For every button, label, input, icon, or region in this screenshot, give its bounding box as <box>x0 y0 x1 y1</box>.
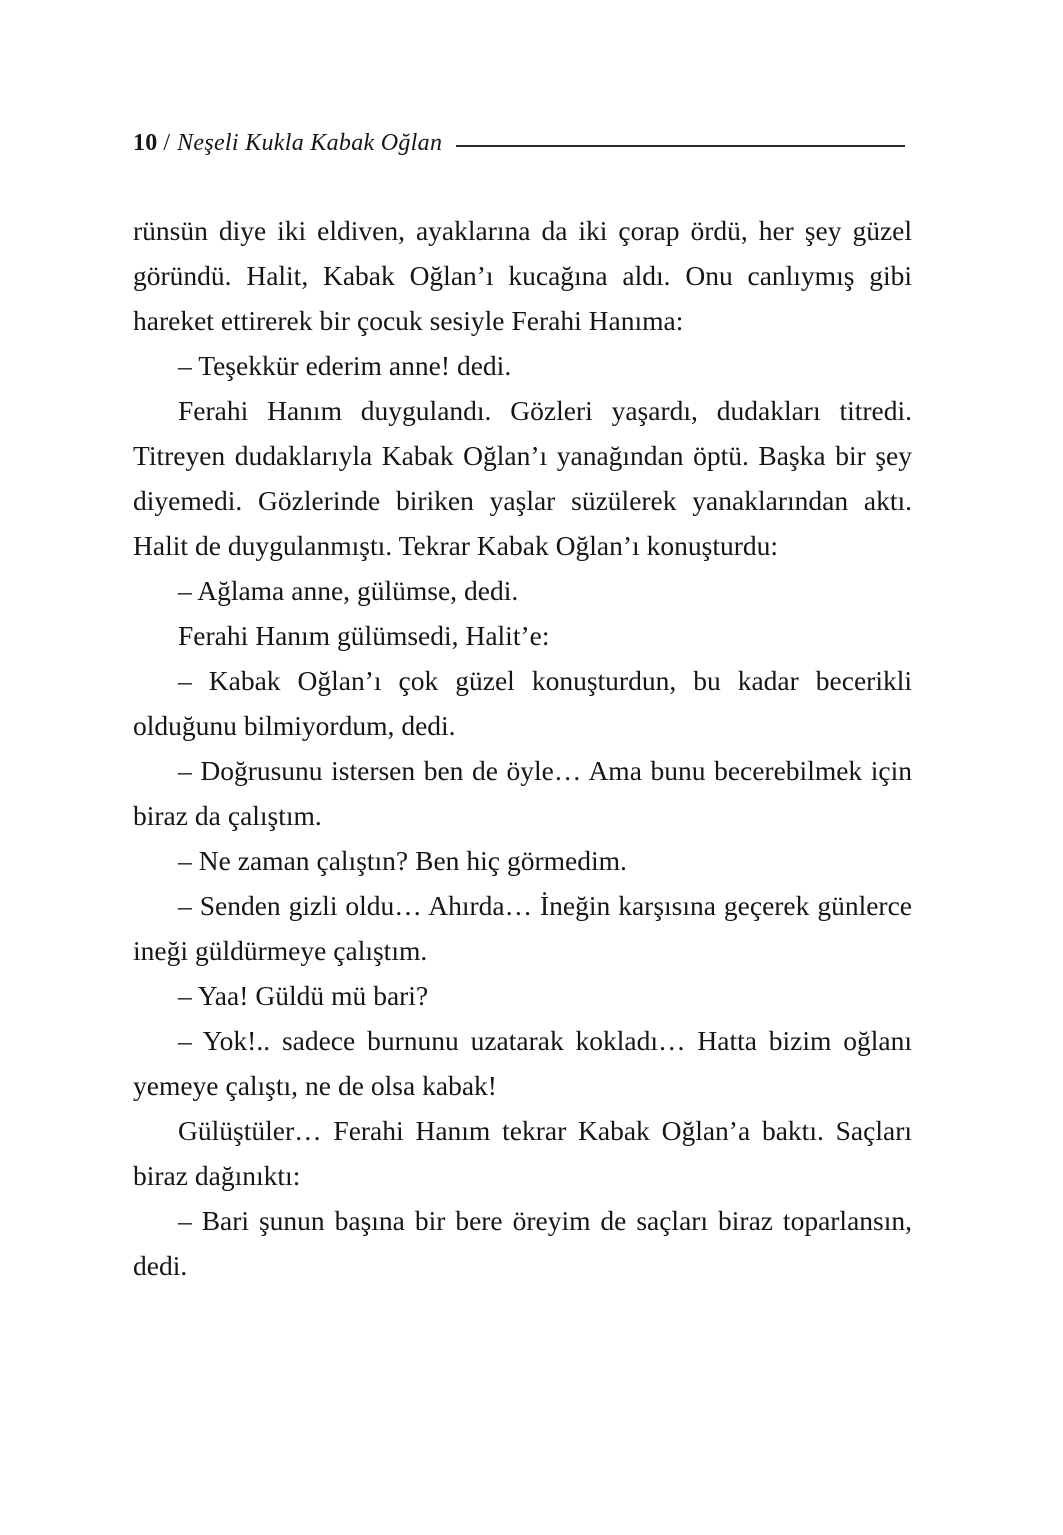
running-header <box>133 126 905 160</box>
book-title: Neşeli Kukla Kabak Oğlan <box>177 130 443 156</box>
dialogue-paragraph: – Teşekkür ederim anne! dedi. <box>178 350 512 381</box>
dialogue-paragraph: – Kabak Oğlan’ı çok güzel konuşturdun, bu kadar becerikli olduğunu bilmiyordum, dedi. <box>133 665 912 741</box>
page-number: 10 <box>133 130 158 156</box>
dialogue-paragraph: – Ne zaman çalıştın? Ben hiç görmedim. <box>178 845 627 876</box>
header-separator: / <box>163 130 171 156</box>
body-text <box>133 208 912 1288</box>
narrative-paragraph: Gülüştüler… Ferahi Hanım tekrar Kabak Oğlan’a baktı. Saçları biraz dağınıktı: <box>133 1115 912 1191</box>
dialogue-paragraph: – Ağlama anne, gülümse, dedi. <box>178 575 519 606</box>
dialogue-paragraph: – Yaa! Güldü mü bari? <box>178 980 429 1011</box>
dialogue-paragraph: – Yok!.. sadece burnunu uzatarak kokladı… Hatta bizim oğlanı yemeye çalıştı, ne de olsa kabak! <box>133 1025 912 1101</box>
narrative-paragraph: Ferahi Hanım gülümsedi, Halit’e: <box>178 620 550 651</box>
dialogue-paragraph: – Bari şunun başına bir bere öreyim de saçları biraz toparlansın, dedi. <box>133 1205 912 1281</box>
header-rule <box>456 145 905 147</box>
dialogue-paragraph: – Senden gizli oldu… Ahırda… İneğin karşısına geçerek günlerce ineği güldürmeye çalıştım. <box>133 890 912 966</box>
narrative-paragraph: Ferahi Hanım duygulandı. Gözleri yaşardı, dudakları titredi. Titreyen dudaklarıyla Kabak Oğlan’ı yanağından öptü. Başka bir şey diyemedi. Gözlerinde biriken yaşlar süzülerek yanaklarından aktı. Halit de duygulanmıştı. Tekrar Kabak Oğlan’ı konuşturdu: <box>133 395 912 561</box>
narrative-paragraph: rünsün diye iki eldiven, ayaklarına da iki çorap ördü, her şey güzel göründü. Halit, Kabak Oğlan’ı kucağına aldı. Onu canlıymış gibi hareket ettirerek bir çocuk sesiyle Ferahi Hanıma: <box>133 215 912 336</box>
dialogue-paragraph: – Doğrusunu istersen ben de öyle… Ama bunu becerebilmek için biraz da çalıştım. <box>133 755 912 831</box>
